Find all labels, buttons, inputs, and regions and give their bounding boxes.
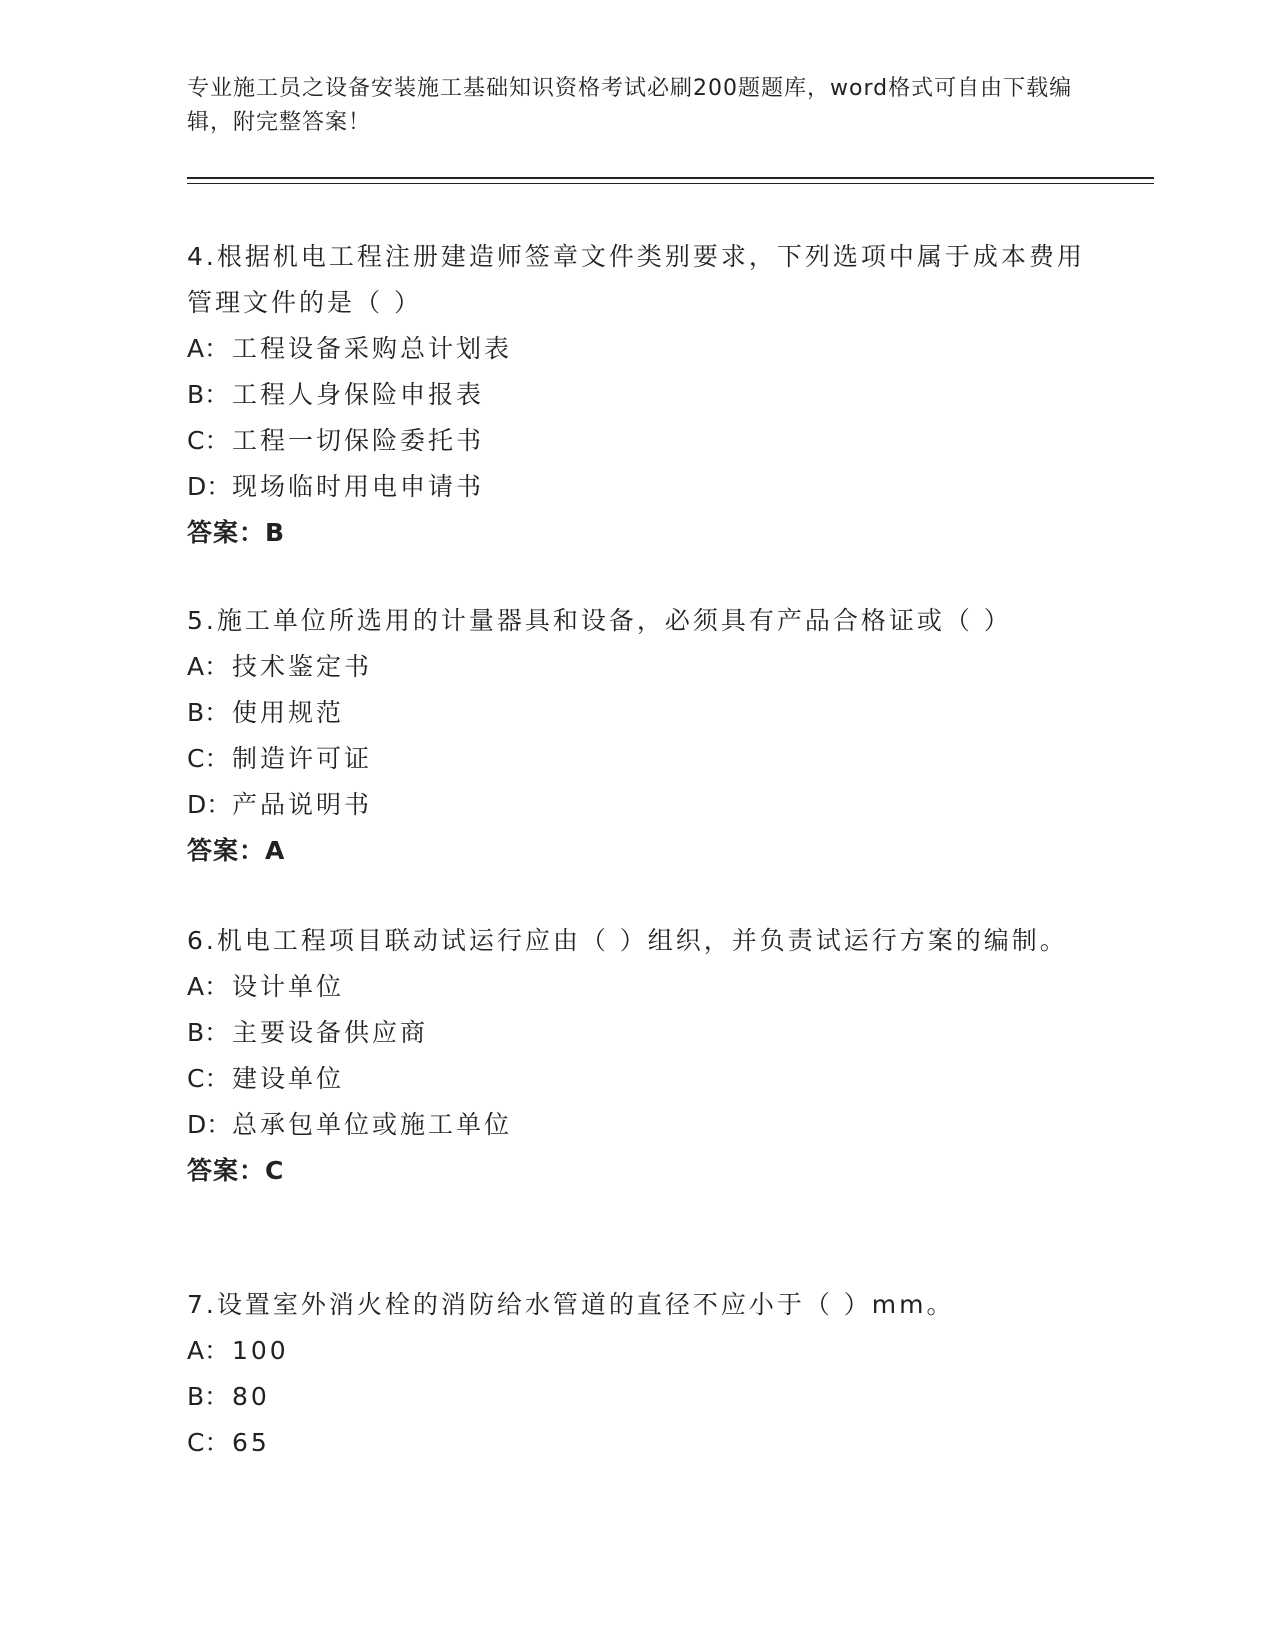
document-header: 专业施工员之设备安装施工基础知识资格考试必刷200题题库，word格式可自由下载编辑，附完整答案！ [187, 76, 1073, 135]
option-text: 使用规范 [232, 698, 345, 727]
option-key: A： [187, 972, 230, 1001]
option-c [187, 736, 1087, 782]
option-key: C： [187, 426, 230, 455]
option-a [187, 326, 1087, 372]
option-c [187, 1420, 1087, 1466]
question-7 [187, 1282, 1087, 1466]
option-text: 工程设备采购总计划表 [232, 334, 513, 363]
question-stem: 5.施工单位所选用的计量器具和设备，必须具有产品合格证或（ ） [187, 606, 1012, 635]
option-key: C： [187, 1428, 230, 1457]
option-text: 工程一切保险委托书 [232, 426, 485, 455]
header-rule-thick [187, 177, 1154, 179]
option-key: B： [187, 1018, 230, 1047]
option-text: 技术鉴定书 [232, 652, 373, 681]
option-d [187, 782, 1087, 828]
question-6 [187, 918, 1087, 1194]
option-key: B： [187, 1382, 230, 1411]
option-text: 主要设备供应商 [232, 1018, 429, 1047]
question-stem: 4.根据机电工程注册建造师签章文件类别要求，下列选项中属于成本费用管理文件的是（ ） [187, 242, 1085, 317]
answer-line: 答案：A [187, 836, 286, 865]
option-d [187, 464, 1087, 510]
option-text: 现场临时用电申请书 [232, 472, 485, 501]
option-text: 65 [232, 1428, 270, 1457]
option-b [187, 372, 1087, 418]
question-stem: 7.设置室外消火栓的消防给水管道的直径不应小于（ ）mm。 [187, 1290, 955, 1319]
answer-line: 答案：B [187, 518, 286, 547]
answer-line: 答案：C [187, 1156, 285, 1185]
option-b [187, 1374, 1087, 1420]
question-4 [187, 234, 1087, 556]
option-text: 设计单位 [232, 972, 345, 1001]
option-text: 制造许可证 [232, 744, 373, 773]
option-key: B： [187, 380, 230, 409]
option-text: 100 [232, 1336, 289, 1365]
option-c [187, 1056, 1087, 1102]
option-key: D： [187, 790, 232, 819]
header-rule-thin [187, 183, 1154, 184]
option-key: A： [187, 1336, 230, 1365]
option-b [187, 690, 1087, 736]
option-key: C： [187, 1064, 230, 1093]
option-a [187, 964, 1087, 1010]
option-text: 80 [232, 1382, 270, 1411]
question-5 [187, 598, 1087, 874]
option-key: A： [187, 652, 230, 681]
option-text: 工程人身保险申报表 [232, 380, 485, 409]
option-key: C： [187, 744, 230, 773]
option-text: 产品说明书 [232, 790, 373, 819]
option-d [187, 1102, 1087, 1148]
option-a [187, 1328, 1087, 1374]
question-stem: 6.机电工程项目联动试运行应由（ ）组织，并负责试运行方案的编制。 [187, 926, 1068, 955]
option-key: D： [187, 472, 232, 501]
option-key: D： [187, 1110, 232, 1139]
option-b [187, 1010, 1087, 1056]
option-key: A： [187, 334, 230, 363]
option-a [187, 644, 1087, 690]
option-text: 建设单位 [232, 1064, 345, 1093]
option-key: B： [187, 698, 230, 727]
option-c [187, 418, 1087, 464]
option-text: 总承包单位或施工单位 [232, 1110, 513, 1139]
